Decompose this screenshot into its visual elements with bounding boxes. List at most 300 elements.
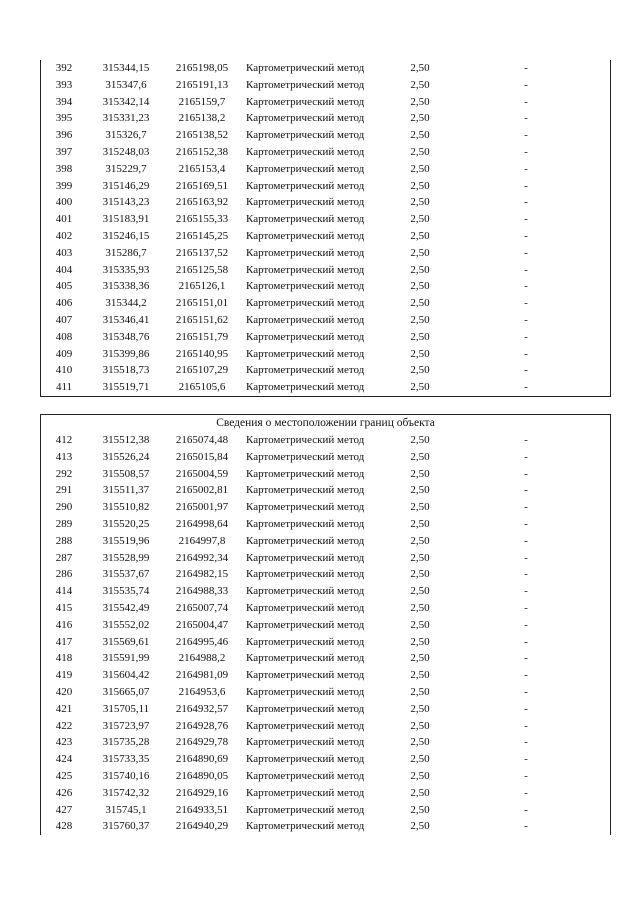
- method-cell: Картометрический метод: [246, 434, 365, 446]
- table-row: [41, 550, 610, 567]
- accuracy-cell: 2,50: [410, 434, 430, 446]
- x-coordinate: 315347,6: [105, 78, 147, 91]
- x-coordinate: 315183,91: [102, 213, 150, 226]
- accuracy-cell: 2,50: [410, 213, 430, 226]
- method-cell: Картометрический метод: [246, 517, 365, 530]
- table-row: [41, 768, 610, 785]
- accuracy-cell: 2,50: [410, 78, 430, 91]
- x-coordinate: 315344,15: [102, 62, 150, 74]
- table-row: [41, 583, 610, 600]
- description-cell: -: [524, 434, 528, 446]
- table-row: [41, 499, 610, 516]
- method-cell: Картометрический метод: [246, 364, 365, 377]
- x-coordinate: 315520,25: [102, 517, 150, 530]
- method-cell: Картометрический метод: [246, 229, 365, 242]
- description-cell: -: [524, 263, 528, 276]
- y-coordinate: 2164997,8: [178, 534, 226, 547]
- table-row: [41, 751, 610, 768]
- method-cell: Картометрический метод: [246, 736, 365, 749]
- accuracy-cell: 2,50: [410, 635, 430, 648]
- x-coordinate: 315760,37: [102, 820, 150, 833]
- y-coordinate: 2164890,05: [175, 769, 229, 782]
- point-number: 413: [55, 450, 73, 463]
- table-row: [41, 295, 610, 312]
- method-cell: Картометрический метод: [246, 313, 365, 326]
- method-cell: Картометрический метод: [246, 280, 365, 293]
- table-row: [41, 516, 610, 533]
- description-cell: -: [524, 62, 528, 74]
- description-cell: -: [524, 364, 528, 377]
- table-row: [41, 60, 610, 77]
- method-cell: Картометрический метод: [246, 129, 365, 142]
- description-cell: -: [524, 501, 528, 514]
- table-row: [41, 818, 610, 835]
- description-cell: -: [524, 517, 528, 530]
- description-cell: -: [524, 229, 528, 242]
- table-row: [41, 312, 610, 329]
- method-cell: Картометрический метод: [246, 618, 365, 631]
- point-number: 393: [55, 78, 73, 91]
- description-cell: -: [524, 753, 528, 766]
- y-coordinate: 2165138,52: [175, 129, 229, 142]
- point-number: 421: [55, 702, 73, 715]
- point-number: 399: [55, 179, 73, 192]
- description-cell: -: [524, 78, 528, 91]
- point-number: 423: [55, 736, 73, 749]
- y-coordinate: 2165159,7: [178, 95, 226, 108]
- x-coordinate: 315552,02: [102, 618, 150, 631]
- description-cell: -: [524, 551, 528, 564]
- table-row: [41, 718, 610, 735]
- point-number: 417: [55, 635, 73, 648]
- description-cell: -: [524, 179, 528, 192]
- method-cell: Картометрический метод: [246, 534, 365, 547]
- table-row: [41, 346, 610, 363]
- accuracy-cell: 2,50: [410, 551, 430, 564]
- table-row: [41, 379, 610, 396]
- accuracy-cell: 2,50: [410, 364, 430, 377]
- x-coordinate: 315508,57: [102, 467, 150, 480]
- x-coordinate: 315286,7: [105, 246, 147, 259]
- accuracy-cell: 2,50: [410, 618, 430, 631]
- x-coordinate: 315331,23: [102, 112, 150, 125]
- description-cell: -: [524, 803, 528, 816]
- x-coordinate: 315735,28: [102, 736, 150, 749]
- point-number: 422: [55, 719, 73, 732]
- point-number: 402: [55, 229, 73, 242]
- point-number: 418: [55, 652, 73, 665]
- method-cell: Картометрический метод: [246, 484, 365, 497]
- y-coordinate: 2164992,34: [175, 551, 229, 564]
- description-cell: -: [524, 820, 528, 833]
- method-cell: Картометрический метод: [246, 263, 365, 276]
- method-cell: Картометрический метод: [246, 769, 365, 782]
- accuracy-cell: 2,50: [410, 313, 430, 326]
- x-coordinate: 315346,41: [102, 313, 150, 326]
- y-coordinate: 2165107,29: [175, 364, 229, 377]
- method-cell: Картометрический метод: [246, 179, 365, 192]
- table-row: [41, 362, 610, 379]
- point-number: 394: [55, 95, 73, 108]
- x-coordinate: 315542,49: [102, 601, 150, 614]
- y-coordinate: 2165151,01: [175, 297, 229, 310]
- y-coordinate: 2164929,78: [175, 736, 229, 749]
- x-coordinate: 315528,99: [102, 551, 150, 564]
- description-cell: -: [524, 702, 528, 715]
- method-cell: Картометрический метод: [246, 669, 365, 682]
- accuracy-cell: 2,50: [410, 601, 430, 614]
- y-coordinate: 2164890,69: [175, 753, 229, 766]
- description-cell: -: [524, 450, 528, 463]
- description-cell: -: [524, 381, 528, 394]
- accuracy-cell: 2,50: [410, 786, 430, 799]
- description-cell: -: [524, 196, 528, 209]
- point-number: 288: [55, 534, 73, 547]
- point-number: 415: [55, 601, 73, 614]
- accuracy-cell: 2,50: [410, 95, 430, 108]
- table-row: [41, 701, 610, 718]
- y-coordinate: 2165004,47: [175, 618, 229, 631]
- point-number: 420: [55, 685, 73, 698]
- method-cell: Картометрический метод: [246, 162, 365, 175]
- x-coordinate: 315246,15: [102, 229, 150, 242]
- point-number: 425: [55, 769, 73, 782]
- point-number: 410: [55, 364, 73, 377]
- y-coordinate: 2165155,33: [175, 213, 229, 226]
- table-row: [41, 194, 610, 211]
- y-coordinate: 2165015,84: [175, 450, 229, 463]
- method-cell: Картометрический метод: [246, 585, 365, 598]
- accuracy-cell: 2,50: [410, 769, 430, 782]
- accuracy-cell: 2,50: [410, 263, 430, 276]
- point-number: 416: [55, 618, 73, 631]
- method-cell: Картометрический метод: [246, 78, 365, 91]
- y-coordinate: 2164981,09: [175, 669, 229, 682]
- accuracy-cell: 2,50: [410, 702, 430, 715]
- y-coordinate: 2164995,46: [175, 635, 229, 648]
- y-coordinate: 2165137,52: [175, 246, 229, 259]
- method-cell: Картометрический метод: [246, 196, 365, 209]
- point-number: 396: [55, 129, 73, 142]
- accuracy-cell: 2,50: [410, 753, 430, 766]
- accuracy-cell: 2,50: [410, 820, 430, 833]
- accuracy-cell: 2,50: [410, 669, 430, 682]
- method-cell: Картометрический метод: [246, 501, 365, 514]
- table-row: [41, 566, 610, 583]
- accuracy-cell: 2,50: [410, 685, 430, 698]
- description-cell: -: [524, 347, 528, 360]
- y-coordinate: 2164953,6: [178, 685, 226, 698]
- description-cell: -: [524, 95, 528, 108]
- table-row: [41, 684, 610, 701]
- x-coordinate: 315326,7: [105, 129, 147, 142]
- y-coordinate: 2165138,2: [178, 112, 226, 125]
- point-number: 401: [55, 213, 73, 226]
- accuracy-cell: 2,50: [410, 112, 430, 125]
- accuracy-cell: 2,50: [410, 179, 430, 192]
- point-number: 292: [55, 467, 73, 480]
- table-row: [41, 734, 610, 751]
- x-coordinate: 315535,74: [102, 585, 150, 598]
- table-row: [41, 634, 610, 651]
- description-cell: -: [524, 669, 528, 682]
- y-coordinate: 2165151,62: [175, 313, 229, 326]
- x-coordinate: 315723,97: [102, 719, 150, 732]
- table-row: [41, 245, 610, 262]
- point-number: 408: [55, 330, 73, 343]
- table-row: [41, 77, 610, 94]
- y-coordinate: 2164929,16: [175, 786, 229, 799]
- y-coordinate: 2164928,76: [175, 719, 229, 732]
- x-coordinate: 315518,73: [102, 364, 150, 377]
- method-cell: Картометрический метод: [246, 95, 365, 108]
- point-number: 287: [55, 551, 73, 564]
- accuracy-cell: 2,50: [410, 585, 430, 598]
- point-number: 409: [55, 347, 73, 360]
- accuracy-cell: 2,50: [410, 534, 430, 547]
- point-number: 400: [55, 196, 73, 209]
- method-cell: Картометрический метод: [246, 330, 365, 343]
- x-coordinate: 315604,42: [102, 669, 150, 682]
- x-coordinate: 315569,61: [102, 635, 150, 648]
- table-row: [41, 432, 610, 449]
- description-cell: -: [524, 112, 528, 125]
- description-cell: -: [524, 330, 528, 343]
- description-cell: -: [524, 534, 528, 547]
- table-row: [41, 466, 610, 483]
- accuracy-cell: 2,50: [410, 280, 430, 293]
- description-cell: -: [524, 601, 528, 614]
- point-number: 398: [55, 162, 73, 175]
- x-coordinate: 315348,76: [102, 330, 150, 343]
- table-row: [41, 600, 610, 617]
- x-coordinate: 315511,37: [102, 484, 150, 497]
- description-cell: -: [524, 145, 528, 158]
- accuracy-cell: 2,50: [410, 162, 430, 175]
- method-cell: Картометрический метод: [246, 467, 365, 480]
- table-row: [41, 802, 610, 819]
- point-number: 286: [55, 568, 73, 581]
- table-row: [41, 94, 610, 111]
- method-cell: Картометрический метод: [246, 786, 365, 799]
- method-cell: Картометрический метод: [246, 62, 365, 74]
- description-cell: -: [524, 736, 528, 749]
- y-coordinate: 2165004,59: [175, 467, 229, 480]
- accuracy-cell: 2,50: [410, 246, 430, 259]
- method-cell: Картометрический метод: [246, 820, 365, 833]
- accuracy-cell: 2,50: [410, 62, 430, 74]
- method-cell: Картометрический метод: [246, 551, 365, 564]
- y-coordinate: 2164933,51: [175, 803, 229, 816]
- x-coordinate: 315399,86: [102, 347, 150, 360]
- method-cell: Картометрический метод: [246, 753, 365, 766]
- accuracy-cell: 2,50: [410, 803, 430, 816]
- y-coordinate: 2164982,15: [175, 568, 229, 581]
- x-coordinate: 315510,82: [102, 501, 150, 514]
- x-coordinate: 315742,32: [102, 786, 150, 799]
- table-row: [41, 211, 610, 228]
- point-number: 407: [55, 313, 73, 326]
- x-coordinate: 315591,99: [102, 652, 150, 665]
- accuracy-cell: 2,50: [410, 719, 430, 732]
- accuracy-cell: 2,50: [410, 347, 430, 360]
- description-cell: -: [524, 685, 528, 698]
- table-row: [41, 329, 610, 346]
- y-coordinate: 2165153,4: [178, 162, 226, 175]
- table-row: [41, 144, 610, 161]
- table-row: [41, 262, 610, 279]
- description-cell: -: [524, 246, 528, 259]
- method-cell: Картометрический метод: [246, 213, 365, 226]
- x-coordinate: 315519,96: [102, 534, 150, 547]
- x-coordinate: 315519,71: [102, 381, 150, 394]
- y-coordinate: 2165002,81: [175, 484, 229, 497]
- y-coordinate: 2165152,38: [175, 145, 229, 158]
- y-coordinate: 2164940,29: [175, 820, 229, 833]
- table-body: [41, 432, 610, 835]
- accuracy-cell: 2,50: [410, 484, 430, 497]
- y-coordinate: 2165001,97: [175, 501, 229, 514]
- x-coordinate: 315512,38: [102, 434, 150, 446]
- table-row: [41, 667, 610, 684]
- method-cell: Картометрический метод: [246, 297, 365, 310]
- x-coordinate: 315229,7: [105, 162, 147, 175]
- point-number: 403: [55, 246, 73, 259]
- description-cell: -: [524, 618, 528, 631]
- y-coordinate: 2165163,92: [175, 196, 229, 209]
- accuracy-cell: 2,50: [410, 517, 430, 530]
- y-coordinate: 2165151,79: [175, 330, 229, 343]
- point-number: 426: [55, 786, 73, 799]
- y-coordinate: 2165145,25: [175, 229, 229, 242]
- description-cell: -: [524, 769, 528, 782]
- point-number: 406: [55, 297, 73, 310]
- method-cell: Картометрический метод: [246, 568, 365, 581]
- accuracy-cell: 2,50: [410, 501, 430, 514]
- method-cell: Картометрический метод: [246, 145, 365, 158]
- coordinates-table-continued: [40, 60, 611, 397]
- y-coordinate: 2165198,05: [175, 62, 229, 74]
- accuracy-cell: 2,50: [410, 129, 430, 142]
- point-number: 414: [55, 585, 73, 598]
- y-coordinate: 2164988,33: [175, 585, 229, 598]
- description-cell: -: [524, 568, 528, 581]
- y-coordinate: 2165007,74: [175, 601, 229, 614]
- accuracy-cell: 2,50: [410, 330, 430, 343]
- point-number: 397: [55, 145, 73, 158]
- y-coordinate: 2165125,58: [175, 263, 229, 276]
- section-title: Сведения о местоположении границ объекта: [216, 417, 435, 429]
- method-cell: Картометрический метод: [246, 702, 365, 715]
- method-cell: Картометрический метод: [246, 652, 365, 665]
- accuracy-cell: 2,50: [410, 568, 430, 581]
- method-cell: Картометрический метод: [246, 381, 365, 394]
- description-cell: -: [524, 585, 528, 598]
- description-cell: -: [524, 635, 528, 648]
- table-row: [41, 161, 610, 178]
- x-coordinate: 315338,36: [102, 280, 150, 293]
- point-number: 392: [55, 62, 73, 74]
- point-number: 289: [55, 517, 73, 530]
- x-coordinate: 315537,67: [102, 568, 150, 581]
- x-coordinate: 315733,35: [102, 753, 150, 766]
- table-row: [41, 617, 610, 634]
- point-number: 424: [55, 753, 73, 766]
- point-number: 411: [55, 381, 73, 394]
- description-cell: -: [524, 280, 528, 293]
- table-row: [41, 110, 610, 127]
- method-cell: Картометрический метод: [246, 347, 365, 360]
- y-coordinate: 2165140,95: [175, 347, 229, 360]
- point-number: 427: [55, 803, 73, 816]
- x-coordinate: 315143,23: [102, 196, 150, 209]
- accuracy-cell: 2,50: [410, 736, 430, 749]
- table-row: [41, 228, 610, 245]
- y-coordinate: 2165191,13: [175, 78, 229, 91]
- point-number: 404: [55, 263, 73, 276]
- table-row: [41, 650, 610, 667]
- y-coordinate: 2164998,64: [175, 517, 229, 530]
- table-row: [41, 127, 610, 144]
- boundary-location-table: [40, 414, 611, 835]
- x-coordinate: 315335,93: [102, 263, 150, 276]
- table-row: [41, 533, 610, 550]
- y-coordinate: 2164988,2: [178, 652, 226, 665]
- description-cell: -: [524, 162, 528, 175]
- x-coordinate: 315248,03: [102, 145, 150, 158]
- method-cell: Картометрический метод: [246, 601, 365, 614]
- description-cell: -: [524, 786, 528, 799]
- table-row: [41, 278, 610, 295]
- method-cell: Картометрический метод: [246, 635, 365, 648]
- x-coordinate: 315745,1: [105, 803, 147, 816]
- x-coordinate: 315740,16: [102, 769, 150, 782]
- y-coordinate: 2165105,6: [178, 381, 226, 394]
- accuracy-cell: 2,50: [410, 652, 430, 665]
- accuracy-cell: 2,50: [410, 196, 430, 209]
- table-row: [41, 449, 610, 466]
- table-row: [41, 178, 610, 195]
- x-coordinate: 315705,11: [102, 702, 150, 715]
- point-number: 405: [55, 280, 73, 293]
- description-cell: -: [524, 129, 528, 142]
- x-coordinate: 315665,07: [102, 685, 150, 698]
- y-coordinate: 2164932,57: [175, 702, 229, 715]
- table-row: [41, 482, 610, 499]
- description-cell: -: [524, 313, 528, 326]
- point-number: 290: [55, 501, 73, 514]
- x-coordinate: 315526,24: [102, 450, 150, 463]
- description-cell: -: [524, 484, 528, 497]
- description-cell: -: [524, 719, 528, 732]
- method-cell: Картометрический метод: [246, 685, 365, 698]
- description-cell: -: [524, 297, 528, 310]
- x-coordinate: 315342,14: [102, 95, 150, 108]
- method-cell: Картометрический метод: [246, 246, 365, 259]
- y-coordinate: 2165169,51: [175, 179, 229, 192]
- table-row: [41, 785, 610, 802]
- point-number: 395: [55, 112, 73, 125]
- method-cell: Картометрический метод: [246, 450, 365, 463]
- accuracy-cell: 2,50: [410, 145, 430, 158]
- y-coordinate: 2165126,1: [178, 280, 226, 293]
- accuracy-cell: 2,50: [410, 467, 430, 480]
- point-number: 412: [55, 434, 73, 446]
- point-number: 291: [55, 484, 73, 497]
- description-cell: -: [524, 652, 528, 665]
- x-coordinate: 315146,29: [102, 179, 150, 192]
- accuracy-cell: 2,50: [410, 381, 430, 394]
